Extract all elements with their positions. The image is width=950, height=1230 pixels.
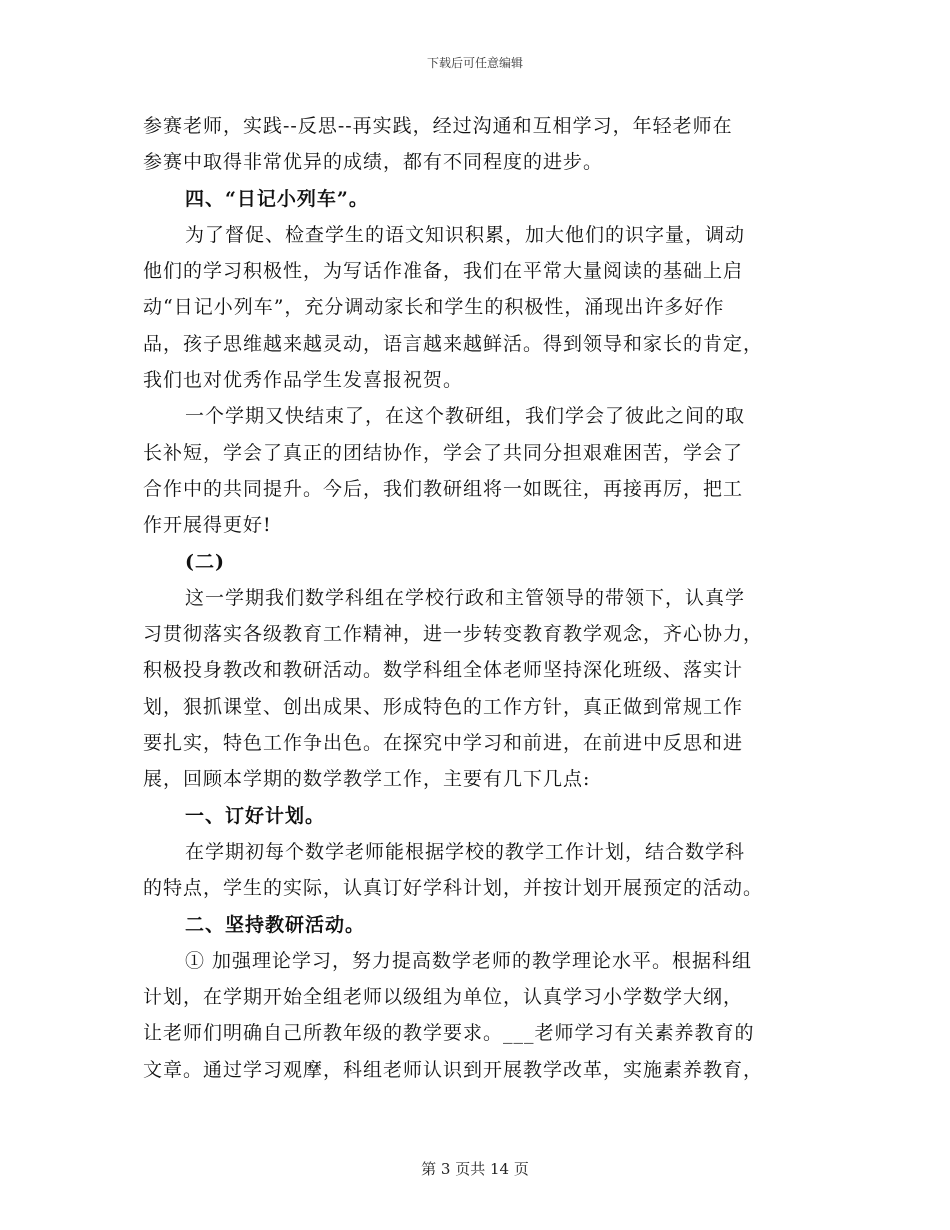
document-body [143,108,811,1088]
paragraph-line: 作开展得更好! [143,514,272,537]
paragraph-line: 展，回顾本学期的数学教学工作，主要有几下几点: [143,768,591,791]
page-number: 第 3 页共 14 页 [421,1160,529,1178]
section-heading: 四、“日记小列车”。 [185,187,369,210]
paragraph-line: 这一学期我们数学科组在学校行政和主管领导的带领下，认真学 [185,586,746,609]
paragraph-line: 动“日记小列车”，充分调动家长和学生的积极性，涌现出许多好作 [143,296,725,319]
paragraph-line: 计划，在学期开始全组老师以级组为单位，认真学习小学数学大纲， [143,986,744,1009]
paragraph-line: 在学期初每个数学老师能根据学校的教学工作计划，结合数学科 [185,840,746,863]
paragraph-line: 合作中的共同提升。今后，我们教研组将一如既往，再接再厉，把工 [143,477,744,500]
paragraph-line: 参赛老师，实践--反思--再实践，经过沟通和互相学习，年轻老师在 [143,115,733,137]
paragraph-line: ① 加强理论学习，努力提高数学老师的教学理论水平。根据科组 [185,949,753,972]
paragraph-line: 文章。通过学习观摩，科组老师认识到开展教学改革，实施素养教育， [143,1058,764,1081]
section-heading: (二) [185,550,225,573]
paragraph-line: 长补短，学会了真正的团结协作，学会了共同分担艰难困苦，学会了 [143,441,744,464]
section-heading: 一、订好计划。 [185,804,326,827]
paragraph-line: 品，孩子思维越来越灵动，语言越来越鲜活。得到领导和家长的肯定， [143,332,764,355]
paragraph-line: 让老师们明确自己所教年级的教学要求。___老师学习有关素养教育的 [143,1022,755,1045]
paragraph-line: 划，狠抓课堂、创出成果、形成特色的工作方针，真正做到常规工作 [143,695,744,718]
paragraph-line: 参赛中取得非常优异的成绩，都有不同程度的进步。 [143,151,604,174]
page-header: 下载后可任意编辑 [426,56,523,70]
paragraph-line: 他们的学习积极性，为写话作准备，我们在平常大量阅读的基础上启 [143,260,744,283]
paragraph-line: 积极投身教改和教研活动。数学科组全体老师坚持深化班级、落实计 [143,659,744,682]
paragraph-line: 的特点，学生的实际，认真订好学科计划，并按计划开展预定的活动。 [143,877,764,900]
paragraph-line: 习贯彻落实各级教育工作精神，进一步转变教育教学观念，齐心协力， [143,623,764,646]
section-heading: 二、坚持教研活动。 [185,913,366,936]
paragraph-line: 一个学期又快结束了，在这个教研组，我们学会了彼此之间的取 [185,405,746,428]
paragraph-line: 为了督促、检查学生的语文知识积累，加大他们的识字量，调动 [185,223,746,246]
paragraph-line: 要扎实，特色工作争出色。在探究中学习和前进，在前进中反思和进 [143,732,744,755]
paragraph-line: 我们也对优秀作品学生发喜报祝贺。 [143,369,464,392]
